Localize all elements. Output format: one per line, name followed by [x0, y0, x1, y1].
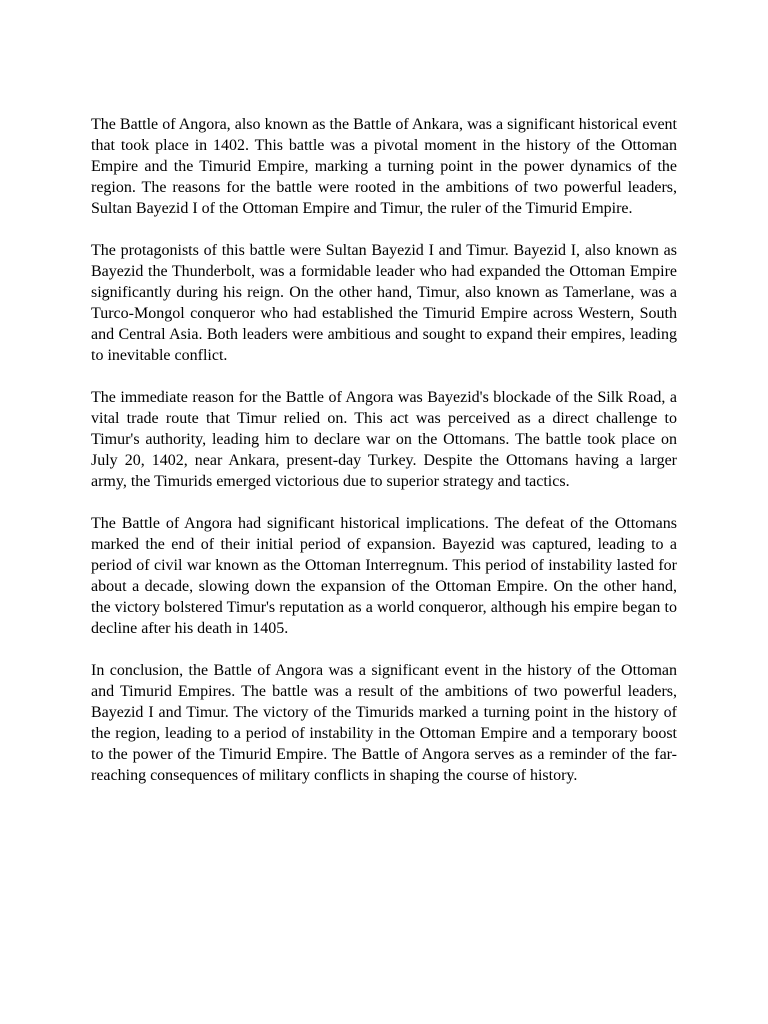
paragraph-protagonists: The protagonists of this battle were Sultan Bayezid I and Timur. Bayezid I, also known as Bayezid the Thunderbolt, was a formidable leader who had expanded the Ottoman Empire significantly during his reign. On the other hand, Timur, also known as Tamerlane, was a Turco-Mongol conqueror who had established the Timurid Empire across Western, South and Central Asia. Both leaders were ambitious and sought to expand their empires, leading to inevitable conflict.	[91, 242, 677, 364]
paragraph-conclusion: In conclusion, the Battle of Angora was a significant event in the history of the Ottoman and Timurid Empires. The battle was a result of the ambitions of two powerful leaders, Bayezid I and Timur. The victory of the Timurids marked a turning point in the history of the region, leading to a period of instability in the Ottoman Empire and a temporary boost to the power of the Timurid Empire. The Battle of Angora serves as a reminder of the far-reaching consequences of military conflicts in shaping the course of history.	[91, 662, 677, 784]
paragraph-implications: The Battle of Angora had significant historical implications. The defeat of the Ottomans marked the end of their initial period of expansion. Bayezid was captured, leading to a period of civil war known as the Ottoman Interregnum. This period of instability lasted for about a decade, slowing down the expansion of the Ottoman Empire. On the other hand, the victory bolstered Timur's reputation as a world conqueror, although his empire began to decline after his death in 1405.	[91, 515, 677, 637]
paragraph-introduction: The Battle of Angora, also known as the Battle of Ankara, was a significant historical event that took place in 1402. This battle was a pivotal moment in the history of the Ottoman Empire and the Timurid Empire, marking a turning point in the power dynamics of the region. The reasons for the battle were rooted in the ambitions of two powerful leaders, Sultan Bayezid I of the Ottoman Empire and Timur, the ruler of the Timurid Empire.	[91, 116, 677, 217]
paragraph-immediate-reason: The immediate reason for the Battle of Angora was Bayezid's blockade of the Silk Road, a vital trade route that Timur relied on. This act was perceived as a direct challenge to Timur's authority, leading him to declare war on the Ottomans. The battle took place on July 20, 1402, near Ankara, present-day Turkey. Despite the Ottomans having a larger army, the Timurids emerged victorious due to superior strategy and tactics.	[91, 389, 677, 490]
document-body	[91, 114, 677, 807]
